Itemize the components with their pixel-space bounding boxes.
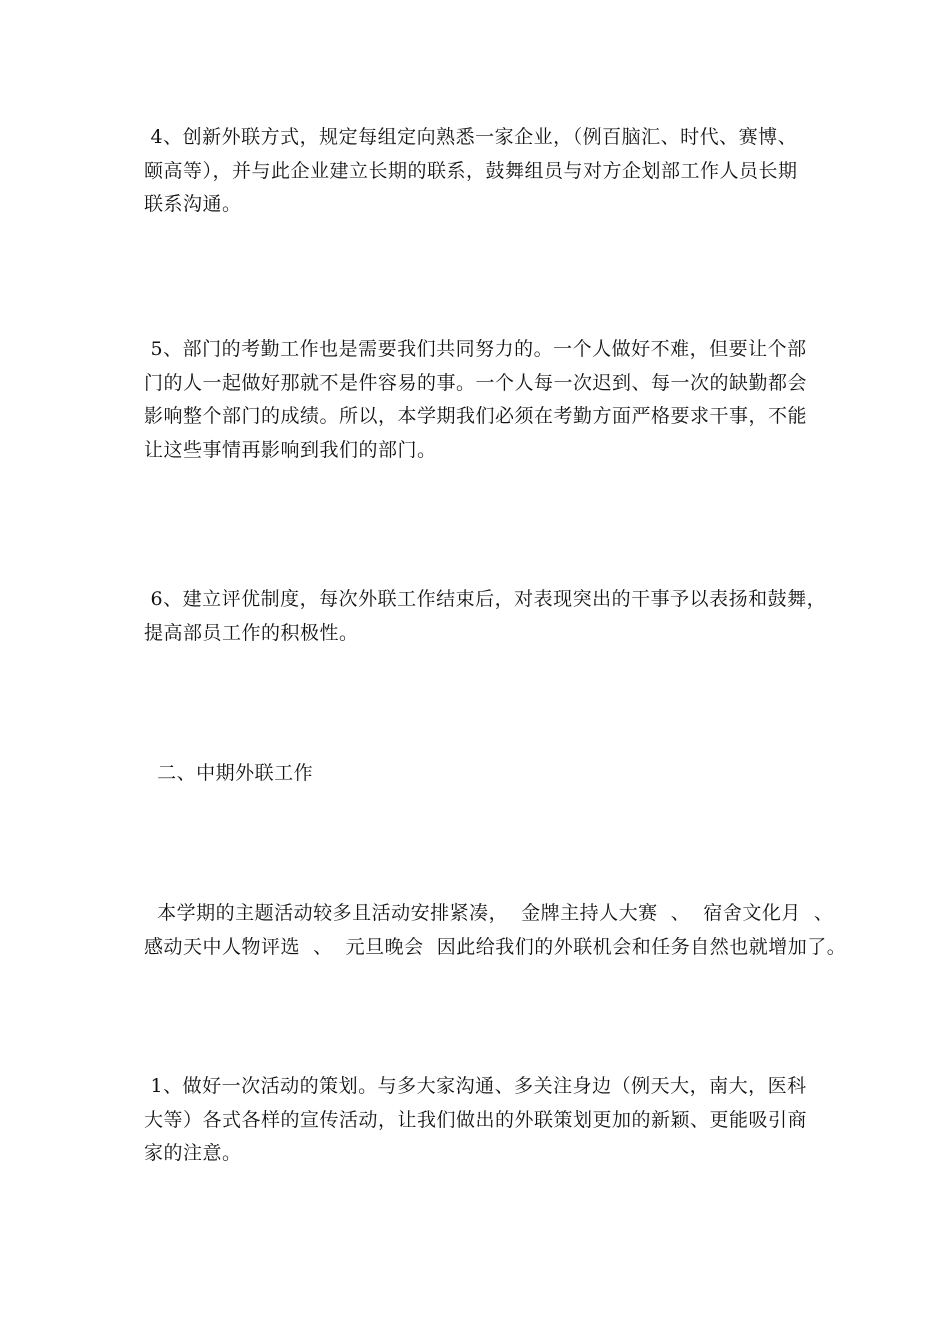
text-line: 大等）各式各样的宣传活动，让我们做出的外联策划更加的新颖、更能吸引商	[144, 1108, 808, 1131]
paragraph-section-intro	[144, 897, 847, 964]
text-line: 让这些事情再影响到我们的部门。	[144, 438, 437, 461]
text-line: 6、建立评优制度，每次外联工作结束后，对表现突出的干事予以表扬和鼓舞，	[144, 588, 827, 610]
paragraph-item-1	[144, 1070, 824, 1171]
section-heading	[144, 757, 824, 791]
text-line: 颐高等），并与此企业建立长期的联系，鼓舞组员与对方企划部工作人员长期	[144, 159, 798, 182]
text-line: 门的人一起做好那就不是件容易的事。一个人每一次迟到、每一次的缺勤都会	[144, 371, 808, 394]
paragraph-item-4	[144, 121, 824, 222]
paragraph-item-6	[144, 583, 827, 650]
section-heading-text: 二、中期外联工作	[144, 762, 314, 784]
text-line: 感动天中人物评选 、 元旦晚会 因此给我们的外联机会和任务自然也就增加了。	[144, 935, 847, 958]
paragraph-item-5	[144, 333, 824, 467]
text-line: 提高部员工作的积极性。	[144, 621, 359, 644]
text-line: 1、做好一次活动的策划。与多大家沟通、多关注身边（例天大，南大，医科	[144, 1075, 807, 1097]
text-line: 5、部门的考勤工作也是需要我们共同努力的。一个人做好不难，但要让个部	[144, 338, 807, 360]
text-line: 联系沟通。	[144, 193, 242, 215]
text-line: 本学期的主题活动较多且活动安排紧凑， 金牌主持人大赛 、 宿舍文化月 、	[144, 902, 834, 924]
text-line: 家的注意。	[144, 1142, 242, 1164]
text-line: 影响整个部门的成绩。所以，本学期我们必须在考勤方面严格要求干事，不能	[144, 405, 808, 427]
text-line: 4、创新外联方式，规定每组定向熟悉一家企业，（例百脑汇、时代、赛博、	[144, 126, 798, 148]
